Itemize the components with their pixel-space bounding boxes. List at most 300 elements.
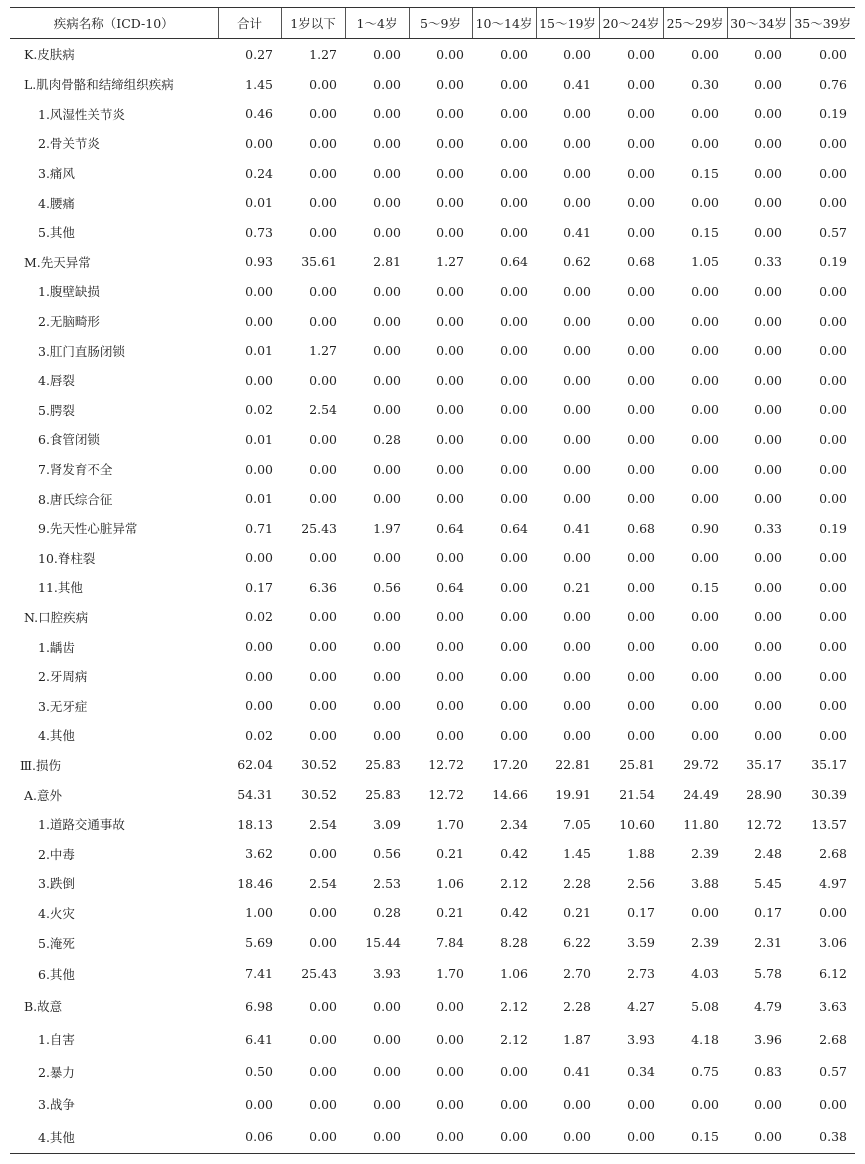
rate-value-cell: 0.00: [373, 76, 401, 92]
rate-value-cell: 0.00: [245, 135, 273, 151]
rate-value-cell: 0.00: [373, 1031, 401, 1047]
rate-value-cell: 2.39: [691, 935, 719, 951]
rate-value-cell: 5.45: [754, 875, 782, 891]
rate-value-cell: 25.83: [365, 787, 401, 803]
rate-value-cell: 0.06: [218, 1121, 281, 1154]
rate-value-cell: 0.00: [436, 76, 464, 92]
rate-value-cell: 0.28: [373, 905, 401, 921]
rate-value-cell: 0.00: [627, 343, 655, 359]
rate-value-cell: 0.00: [245, 550, 273, 566]
table-row: [10, 1023, 855, 1056]
rate-value-cell: 1.70: [436, 966, 464, 982]
rate-value-cell: 0.00: [309, 195, 337, 211]
rate-value-cell: 0.00: [691, 698, 719, 714]
rate-value-cell: 4.27: [627, 998, 655, 1014]
rate-value-cell: 14.66: [492, 787, 528, 803]
rate-value-cell: 2.12: [500, 1031, 528, 1047]
header-age-15-19: 15～19岁: [536, 8, 599, 39]
table-row: [10, 661, 855, 691]
rate-value-cell: 0.00: [309, 135, 337, 151]
rate-value-cell: 0.00: [691, 431, 719, 447]
rate-value-cell: 0.00: [754, 1096, 782, 1112]
rate-value-cell: 0.02: [245, 402, 273, 418]
rate-value-cell: 0.19: [819, 520, 847, 536]
rate-value-cell: 0.00: [563, 313, 591, 329]
rate-value-cell: 1.88: [627, 846, 655, 862]
rate-value-cell: 1.27: [309, 343, 337, 359]
rate-value-cell: 0.00: [563, 402, 591, 418]
rate-value-cell: 0.00: [754, 609, 782, 625]
rate-value-cell: 0.00: [754, 372, 782, 388]
disease-name-cell: 2.中毒: [38, 846, 75, 862]
rate-value-cell: 0.00: [754, 579, 782, 595]
rate-value-cell: 0.00: [373, 402, 401, 418]
table-row: [10, 750, 855, 780]
rate-value-cell: 0.17: [627, 905, 655, 921]
rate-value-cell: 4.18: [691, 1031, 719, 1047]
disease-name-cell: 9.先天性心脏异常: [38, 521, 138, 537]
rate-value-cell: 0.00: [819, 491, 847, 507]
rate-value-cell: 0.00: [245, 1096, 273, 1112]
rate-value-cell: 0.00: [563, 668, 591, 684]
rate-value-cell: 0.00: [373, 609, 401, 625]
rate-value-cell: 0.00: [309, 1064, 337, 1080]
rate-value-cell: 0.00: [627, 1096, 655, 1112]
rate-value-cell: 0.00: [436, 135, 464, 151]
rate-value-cell: 3.88: [691, 875, 719, 891]
rate-value-cell: 0.00: [691, 639, 719, 655]
table-row: [10, 425, 855, 455]
rate-value-cell: 0.00: [373, 698, 401, 714]
rate-value-cell: 2.54: [309, 816, 337, 832]
rate-value-cell: 0.00: [500, 1096, 528, 1112]
table-row: [10, 1055, 855, 1088]
header-age-5-9: 5～9岁: [409, 8, 472, 39]
rate-value-cell: 0.64: [436, 520, 464, 536]
rate-value-cell: 54.31: [237, 787, 273, 803]
rate-value-cell: 0.00: [500, 46, 528, 62]
rate-value-cell: 0.56: [373, 846, 401, 862]
rate-value-cell: 0.00: [754, 698, 782, 714]
rate-value-cell: 2.12: [500, 998, 528, 1014]
disease-name-cell: 4.腰痛: [38, 195, 75, 211]
rate-value-cell: 0.00: [819, 313, 847, 329]
disease-name-cell: A.意外: [24, 787, 63, 803]
table-row: [10, 99, 855, 129]
rate-value-cell: 0.00: [436, 1096, 464, 1112]
disease-name-cell: 5.其他: [38, 225, 75, 241]
rate-value-cell: 1.06: [436, 875, 464, 891]
disease-name-cell: M.先天异常: [24, 254, 91, 270]
rate-value-cell: 0.00: [500, 431, 528, 447]
rate-value-cell: 6.36: [309, 579, 337, 595]
rate-value-cell: 0.34: [627, 1064, 655, 1080]
rate-value-cell: 0.46: [245, 106, 273, 122]
rate-value-cell: 0.00: [754, 343, 782, 359]
table-row: [10, 691, 855, 721]
rate-value-cell: 3.93: [373, 966, 401, 982]
disease-name-cell: 1.自害: [38, 1032, 75, 1048]
table-row: [10, 809, 855, 839]
rate-value-cell: 0.00: [245, 283, 273, 299]
rate-value-cell: 0.64: [500, 520, 528, 536]
rate-value-cell: 0.56: [373, 579, 401, 595]
rate-value-cell: 0.00: [373, 727, 401, 743]
disease-name-cell: 2.牙周病: [38, 669, 88, 685]
rate-value-cell: 0.00: [819, 461, 847, 477]
rate-value-cell: 0.00: [436, 372, 464, 388]
rate-value-cell: 0.00: [563, 727, 591, 743]
rate-value-cell: 0.00: [627, 727, 655, 743]
rate-value-cell: 0.19: [819, 254, 847, 270]
rate-value-cell: 29.72: [683, 757, 719, 773]
rate-value-cell: 0.00: [819, 905, 847, 921]
rate-value-cell: 0.00: [500, 195, 528, 211]
header-age-30-34: 30～34岁: [727, 8, 790, 39]
table-row: [10, 247, 855, 277]
rate-value-cell: 3.93: [627, 1031, 655, 1047]
rate-value-cell: 0.57: [819, 1064, 847, 1080]
table-row: [10, 957, 855, 990]
rate-value-cell: 0.00: [754, 135, 782, 151]
rate-value-cell: 0.00: [691, 402, 719, 418]
header-age-35-39: 35～39岁: [790, 8, 855, 39]
rate-value-cell: 0.00: [245, 668, 273, 684]
rate-value-cell: 0.00: [373, 135, 401, 151]
rate-value-cell: 0.00: [627, 491, 655, 507]
disease-name-cell: 1.风湿性关节炎: [38, 106, 125, 122]
rate-value-cell: 0.00: [563, 135, 591, 151]
rate-value-cell: 2.12: [500, 875, 528, 891]
rate-value-cell: 0.00: [373, 106, 401, 122]
rate-value-cell: 0.00: [563, 165, 591, 181]
disease-name-cell: 4.唇裂: [38, 373, 75, 389]
disease-name-cell: 1.道路交通事故: [38, 817, 125, 833]
disease-name-cell: 11.其他: [38, 580, 83, 596]
rate-value-cell: 0.00: [309, 727, 337, 743]
rate-value-cell: 0.00: [309, 935, 337, 951]
rate-value-cell: 0.41: [563, 224, 591, 240]
header-total: 合计: [218, 8, 281, 39]
rate-value-cell: 0.00: [691, 283, 719, 299]
rate-value-cell: 0.15: [691, 224, 719, 240]
rate-value-cell: 0.00: [345, 1121, 409, 1154]
rate-value-cell: 0.01: [245, 195, 273, 211]
rate-value-cell: 0.00: [627, 313, 655, 329]
rate-value-cell: 0.68: [627, 254, 655, 270]
rate-value-cell: 12.72: [428, 787, 464, 803]
rate-value-cell: 0.00: [436, 431, 464, 447]
rate-value-cell: 3.63: [819, 998, 847, 1014]
rate-value-cell: 0.00: [563, 550, 591, 566]
rate-value-cell: 0.00: [436, 283, 464, 299]
rate-value-cell: 0.00: [754, 46, 782, 62]
rate-value-cell: 0.00: [727, 1121, 790, 1154]
rate-value-cell: 0.73: [245, 224, 273, 240]
rate-value-cell: 0.00: [627, 639, 655, 655]
table-row: [10, 780, 855, 810]
rate-value-cell: 2.56: [627, 875, 655, 891]
rate-value-cell: 0.00: [500, 668, 528, 684]
rate-value-cell: 6.98: [245, 998, 273, 1014]
rate-value-cell: 0.00: [245, 372, 273, 388]
rate-value-cell: 0.64: [436, 579, 464, 595]
rate-value-cell: 0.00: [754, 195, 782, 211]
table-row: [10, 39, 855, 70]
rate-value-cell: 2.70: [563, 966, 591, 982]
rate-value-cell: 0.00: [373, 639, 401, 655]
rate-value-cell: 0.00: [500, 698, 528, 714]
rate-value-cell: 0.17: [245, 579, 273, 595]
rate-value-cell: 0.93: [245, 254, 273, 270]
rate-value-cell: 0.00: [436, 698, 464, 714]
rate-value-cell: 0.62: [563, 254, 591, 270]
rate-value-cell: 0.00: [309, 1031, 337, 1047]
rate-value-cell: 0.00: [436, 998, 464, 1014]
rate-value-cell: 0.00: [563, 106, 591, 122]
header-disease-name: 疾病名称（ICD-10）: [10, 8, 218, 39]
rate-value-cell: 0.50: [245, 1064, 273, 1080]
rate-value-cell: 0.42: [500, 905, 528, 921]
rate-value-cell: 0.00: [691, 668, 719, 684]
table-row: [10, 336, 855, 366]
table-row: [10, 513, 855, 543]
rate-value-cell: 0.00: [563, 343, 591, 359]
table-row: [10, 721, 855, 751]
rate-value-cell: 0.00: [691, 195, 719, 211]
rate-value-cell: 0.00: [563, 195, 591, 211]
rate-value-cell: 0.15: [663, 1121, 727, 1154]
rate-value-cell: 0.15: [691, 579, 719, 595]
disease-name-cell: 1.腹壁缺损: [38, 284, 100, 300]
table-row: [10, 365, 855, 395]
rate-value-cell: 0.00: [563, 698, 591, 714]
rate-value-cell: 2.48: [754, 846, 782, 862]
rate-value-cell: 0.00: [627, 668, 655, 684]
rate-value-cell: 0.00: [373, 283, 401, 299]
rate-value-cell: 0.00: [627, 165, 655, 181]
rate-value-cell: 7.41: [245, 966, 273, 982]
rate-value-cell: 0.00: [309, 106, 337, 122]
rate-value-cell: 0.00: [500, 313, 528, 329]
rate-value-cell: 0.00: [309, 372, 337, 388]
rate-value-cell: 0.00: [691, 313, 719, 329]
rate-value-cell: 2.28: [563, 875, 591, 891]
rate-value-cell: 0.00: [754, 106, 782, 122]
rate-value-cell: 0.00: [627, 106, 655, 122]
mortality-table: [10, 7, 855, 1154]
rate-value-cell: 0.00: [627, 698, 655, 714]
disease-name-cell: 6.其他: [38, 966, 75, 982]
rate-value-cell: 0.02: [245, 727, 273, 743]
rate-value-cell: 25.43: [301, 520, 337, 536]
rate-value-cell: 0.00: [819, 1096, 847, 1112]
rate-value-cell: 0.00: [500, 283, 528, 299]
rate-value-cell: 3.62: [245, 846, 273, 862]
rate-value-cell: 0.00: [754, 76, 782, 92]
rate-value-cell: 0.00: [819, 135, 847, 151]
rate-value-cell: 0.00: [563, 1096, 591, 1112]
rate-value-cell: 1.05: [691, 254, 719, 270]
disease-name-cell: N.口腔疾病: [24, 609, 89, 625]
rate-value-cell: 0.00: [409, 1121, 472, 1154]
rate-value-cell: 0.00: [309, 609, 337, 625]
rate-value-cell: 22.81: [555, 757, 591, 773]
rate-value-cell: 0.00: [627, 224, 655, 240]
disease-name-cell: 5.腭裂: [38, 402, 75, 418]
rate-value-cell: 0.01: [245, 491, 273, 507]
rate-value-cell: 6.41: [245, 1031, 273, 1047]
rate-value-cell: 0.00: [436, 195, 464, 211]
rate-value-cell: 11.80: [683, 816, 719, 832]
rate-value-cell: 0.00: [436, 343, 464, 359]
rate-value-cell: 0.71: [245, 520, 273, 536]
rate-value-cell: 0.00: [754, 402, 782, 418]
rate-value-cell: 0.00: [819, 372, 847, 388]
disease-name-cell: 8.唐氏综合征: [38, 491, 113, 507]
rate-value-cell: 1.45: [245, 76, 273, 92]
rate-value-cell: 0.00: [754, 491, 782, 507]
rate-value-cell: 0.00: [500, 491, 528, 507]
header-age-10-14: 10～14岁: [472, 8, 536, 39]
rate-value-cell: 0.38: [790, 1121, 855, 1154]
rate-value-cell: 5.69: [245, 935, 273, 951]
rate-value-cell: 0.00: [754, 727, 782, 743]
rate-value-cell: 30.52: [301, 757, 337, 773]
rate-value-cell: 0.41: [563, 1064, 591, 1080]
rate-value-cell: 0.15: [691, 165, 719, 181]
table-row: [10, 990, 855, 1023]
table-row: [10, 306, 855, 336]
rate-value-cell: 0.00: [563, 46, 591, 62]
rate-value-cell: 0.00: [500, 639, 528, 655]
rate-value-cell: 4.97: [819, 875, 847, 891]
table-row: [10, 188, 855, 218]
rate-value-cell: 0.00: [691, 135, 719, 151]
rate-value-cell: 0.00: [245, 698, 273, 714]
disease-name-cell: 3.跌倒: [38, 876, 75, 892]
rate-value-cell: 0.00: [373, 224, 401, 240]
rate-value-cell: 1.27: [436, 254, 464, 270]
rate-value-cell: 0.00: [309, 550, 337, 566]
rate-value-cell: 0.00: [754, 639, 782, 655]
table-row: [10, 898, 855, 928]
rate-value-cell: 0.00: [563, 461, 591, 477]
rate-value-cell: 0.00: [309, 76, 337, 92]
rate-value-cell: 0.00: [436, 727, 464, 743]
rate-value-cell: 19.91: [555, 787, 591, 803]
rate-value-cell: 0.00: [627, 609, 655, 625]
rate-value-cell: 0.83: [754, 1064, 782, 1080]
rate-value-cell: 0.00: [754, 224, 782, 240]
rate-value-cell: 0.00: [373, 343, 401, 359]
rate-value-cell: 0.00: [754, 550, 782, 566]
rate-value-cell: 0.00: [436, 668, 464, 684]
rate-value-cell: 0.00: [436, 609, 464, 625]
rate-value-cell: 3.06: [819, 935, 847, 951]
rate-value-cell: 0.00: [436, 1031, 464, 1047]
rate-value-cell: 0.64: [500, 254, 528, 270]
rate-value-cell: 18.46: [237, 875, 273, 891]
rate-value-cell: 0.00: [309, 668, 337, 684]
rate-value-cell: 0.00: [691, 343, 719, 359]
rate-value-cell: 4.03: [691, 966, 719, 982]
rate-value-cell: 0.00: [436, 550, 464, 566]
disease-name-cell: 10.脊柱裂: [38, 550, 96, 566]
rate-value-cell: 0.00: [373, 1064, 401, 1080]
rate-value-cell: 0.00: [500, 372, 528, 388]
header-age-1-4: 1～4岁: [345, 8, 409, 39]
rate-value-cell: 0.00: [563, 431, 591, 447]
rate-value-cell: 6.12: [819, 966, 847, 982]
rate-value-cell: 0.41: [563, 76, 591, 92]
rate-value-cell: 0.00: [819, 698, 847, 714]
rate-value-cell: 0.00: [819, 668, 847, 684]
rate-value-cell: 0.21: [563, 579, 591, 595]
rate-value-cell: 0.00: [599, 1121, 663, 1154]
rate-value-cell: 0.00: [436, 1064, 464, 1080]
table-row: [10, 158, 855, 188]
rate-value-cell: 18.13: [237, 816, 273, 832]
rate-value-cell: 0.00: [436, 224, 464, 240]
rate-value-cell: 0.00: [309, 461, 337, 477]
rate-value-cell: 0.00: [819, 431, 847, 447]
rate-value-cell: 0.00: [500, 550, 528, 566]
rate-value-cell: 0.00: [436, 313, 464, 329]
rate-value-cell: 25.83: [365, 757, 401, 773]
table-row: [10, 543, 855, 573]
rate-value-cell: 25.81: [619, 757, 655, 773]
rate-value-cell: 2.31: [754, 935, 782, 951]
rate-value-cell: 0.00: [373, 195, 401, 211]
rate-value-cell: 0.00: [691, 550, 719, 566]
rate-value-cell: 0.00: [436, 491, 464, 507]
rate-value-cell: 0.00: [754, 165, 782, 181]
table-row: [10, 277, 855, 307]
rate-value-cell: 0.00: [691, 372, 719, 388]
rate-value-cell: 7.05: [563, 816, 591, 832]
rate-value-cell: 21.54: [619, 787, 655, 803]
table-row: [10, 484, 855, 514]
rate-value-cell: 0.00: [627, 372, 655, 388]
rate-value-cell: 0.00: [373, 491, 401, 507]
rate-value-cell: 0.00: [373, 165, 401, 181]
rate-value-cell: 0.00: [373, 1096, 401, 1112]
rate-value-cell: 30.52: [301, 787, 337, 803]
rate-value-cell: 2.54: [309, 875, 337, 891]
rate-value-cell: 0.00: [691, 46, 719, 62]
rate-value-cell: 2.39: [691, 846, 719, 862]
rate-value-cell: 0.90: [691, 520, 719, 536]
rate-value-cell: 2.54: [309, 402, 337, 418]
rate-value-cell: 0.00: [309, 165, 337, 181]
rate-value-cell: 2.53: [373, 875, 401, 891]
rate-value-cell: 0.00: [819, 343, 847, 359]
rate-value-cell: 0.00: [309, 313, 337, 329]
rate-value-cell: 0.00: [627, 46, 655, 62]
rate-value-cell: 0.21: [436, 846, 464, 862]
rate-value-cell: 0.00: [309, 431, 337, 447]
rate-value-cell: 0.00: [691, 727, 719, 743]
rate-value-cell: 0.17: [754, 905, 782, 921]
rate-value-cell: 24.49: [683, 787, 719, 803]
rate-value-cell: 0.00: [309, 1096, 337, 1112]
rate-value-cell: 1.00: [245, 905, 273, 921]
rate-value-cell: 0.00: [627, 402, 655, 418]
rate-value-cell: 0.00: [819, 46, 847, 62]
rate-value-cell: 0.00: [563, 372, 591, 388]
disease-name-cell: Ⅲ.损伤: [20, 757, 62, 773]
